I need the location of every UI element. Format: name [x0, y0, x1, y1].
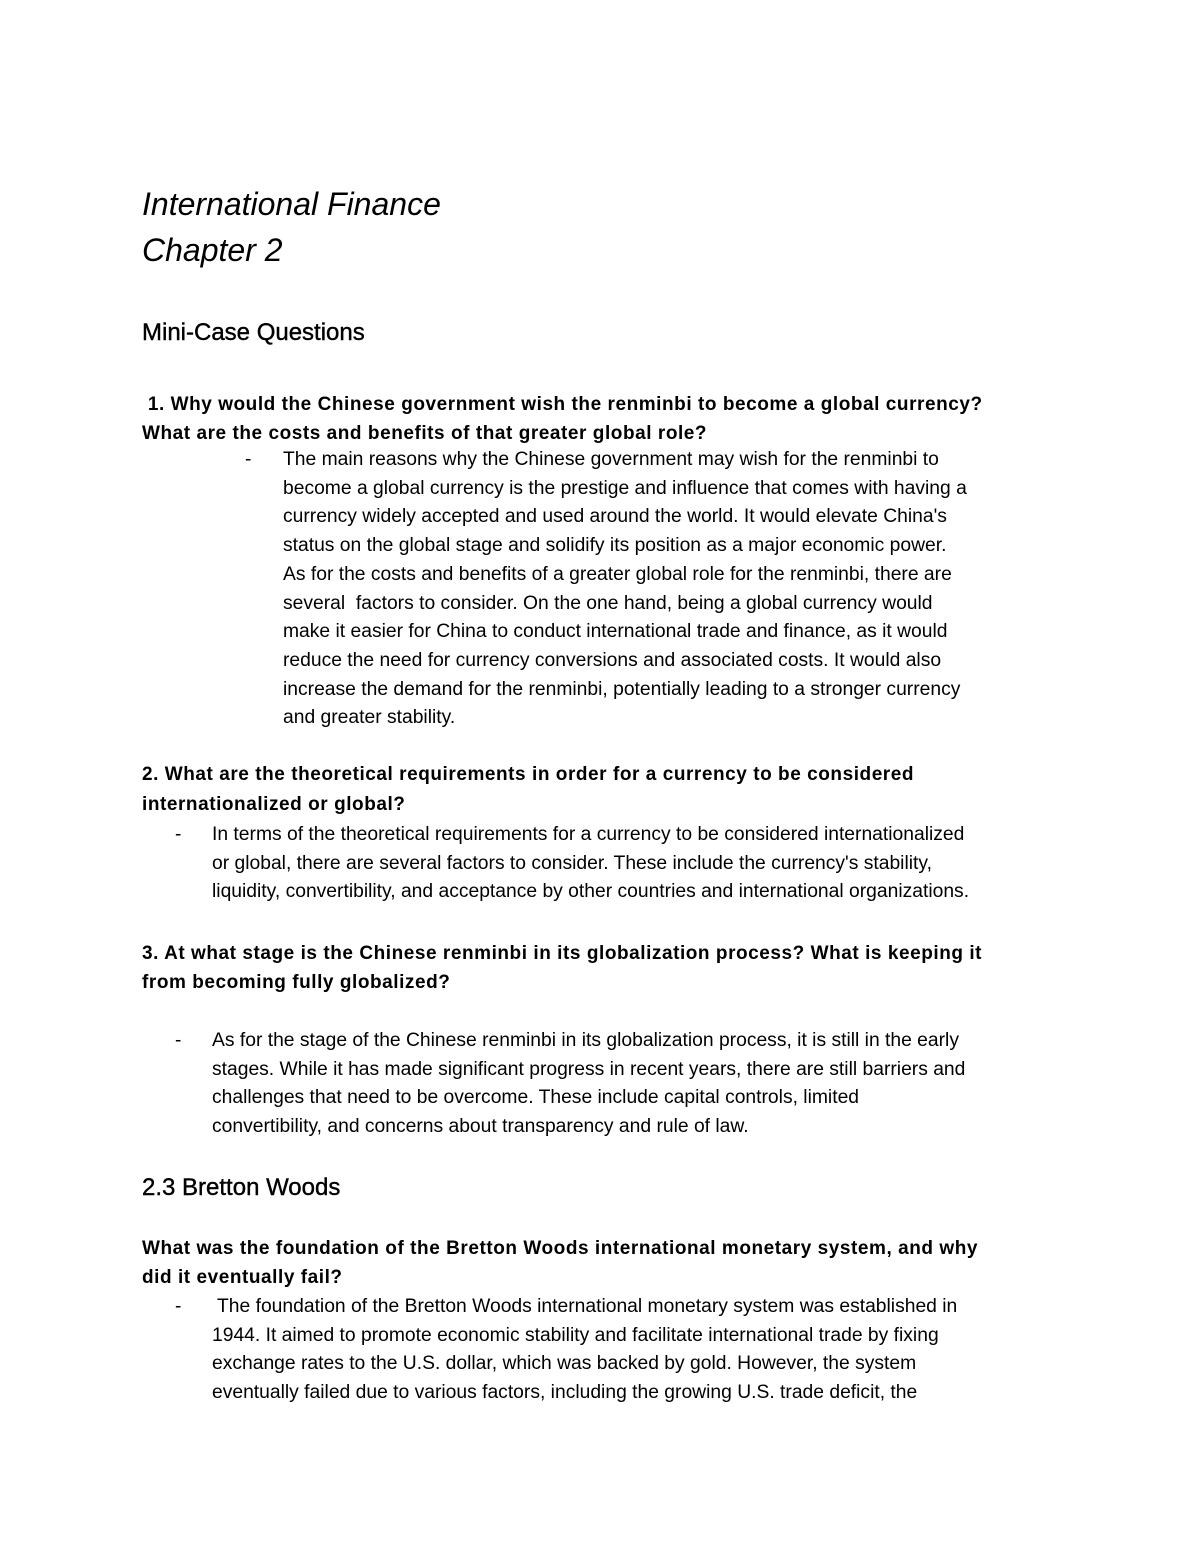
answer-1-line: and greater stability. — [283, 707, 456, 729]
answer-1-line: As for the costs and benefits of a greater global role for the renminbi, there are — [283, 563, 952, 585]
answer-2-line: In terms of the theoretical requirements for a currency to be considered internationalized — [212, 824, 965, 845]
answer-1-line: several factors to consider. On the one hand, being a global currency would — [283, 592, 933, 614]
section-heading-bretton-woods: 2.3 Bretton Woods — [142, 1174, 341, 1201]
answer-4-line: 1944. It aimed to promote economic stability and facilitate international trade by fixing — [212, 1324, 939, 1346]
answer-1 — [283, 446, 967, 733]
question-4-line-1: What was the foundation of the Bretton Woods international monetary system, and why — [142, 1238, 978, 1259]
answer-2-bullet: - — [175, 824, 182, 845]
answer-3-line: convertibility, and concerns about transparency and rule of law. — [212, 1116, 749, 1138]
answer-2-line: liquidity, convertibility, and acceptance by other countries and international organizations. — [212, 881, 970, 903]
question-1-line-2: What are the costs and benefits of that greater global role? — [142, 423, 708, 444]
question-4-line-2: did it eventually fail? — [142, 1267, 343, 1288]
answer-3-line: stages. While it has made significant progress in recent years, there are still barriers and — [212, 1058, 966, 1080]
answer-1-line: become a global currency is the prestige and influence that comes with having a — [283, 477, 967, 499]
answer-3-line: challenges that need to be overcome. These include capital controls, limited — [212, 1087, 860, 1109]
answer-2-line: or global, there are several factors to consider. These include the currency's stability, — [212, 852, 932, 874]
question-3-line-2: from becoming fully globalized? — [142, 972, 451, 993]
question-2-line-2: internationalized or global? — [142, 794, 406, 815]
answer-1-bullet: - — [245, 449, 252, 470]
chapter-title: Chapter 2 — [142, 232, 283, 268]
answer-1-line: status on the global stage and solidify its position as a major economic power. — [283, 535, 947, 557]
question-1 — [142, 390, 983, 448]
question-4 — [142, 1234, 978, 1292]
answer-4-line: exchange rates to the U.S. dollar, which was backed by gold. However, the system — [212, 1353, 917, 1375]
question-3 — [142, 939, 982, 997]
answer-1-line: reduce the need for currency conversions and associated costs. It would also — [283, 649, 942, 671]
document-title: International Finance — [142, 186, 441, 222]
question-2 — [142, 760, 914, 820]
question-3-line-1: 3. At what stage is the Chinese renminbi in its globalization process? What is keeping it — [142, 943, 983, 964]
answer-1-line: increase the demand for the renminbi, potentially leading to a stronger currency — [283, 678, 961, 700]
answer-1-line: The main reasons why the Chinese government may wish for the renminbi to — [283, 449, 939, 470]
answer-2 — [212, 821, 969, 907]
answer-3 — [212, 1027, 965, 1142]
answer-1-line: currency widely accepted and used around the world. It would elevate China's — [283, 506, 947, 528]
answer-1-line: make it easier for China to conduct international trade and finance, as it would — [283, 621, 948, 643]
question-1-line-1: 1. Why would the Chinese government wish the renminbi to become a global currency? — [142, 394, 983, 415]
answer-4-bullet: - — [175, 1296, 182, 1317]
answer-4 — [212, 1293, 957, 1408]
question-2-line-1: 2. What are the theoretical requirements in order for a currency to be considered — [142, 764, 915, 785]
answer-4-line: eventually failed due to various factors, including the growing U.S. trade deficit, the — [212, 1382, 918, 1404]
section-heading-mini-case: Mini-Case Questions — [142, 319, 365, 346]
answer-3-bullet: - — [175, 1030, 182, 1051]
answer-4-line: The foundation of the Bretton Woods international monetary system was established in — [212, 1296, 958, 1317]
answer-3-line: As for the stage of the Chinese renminbi in its globalization process, it is still in the early — [212, 1030, 959, 1051]
